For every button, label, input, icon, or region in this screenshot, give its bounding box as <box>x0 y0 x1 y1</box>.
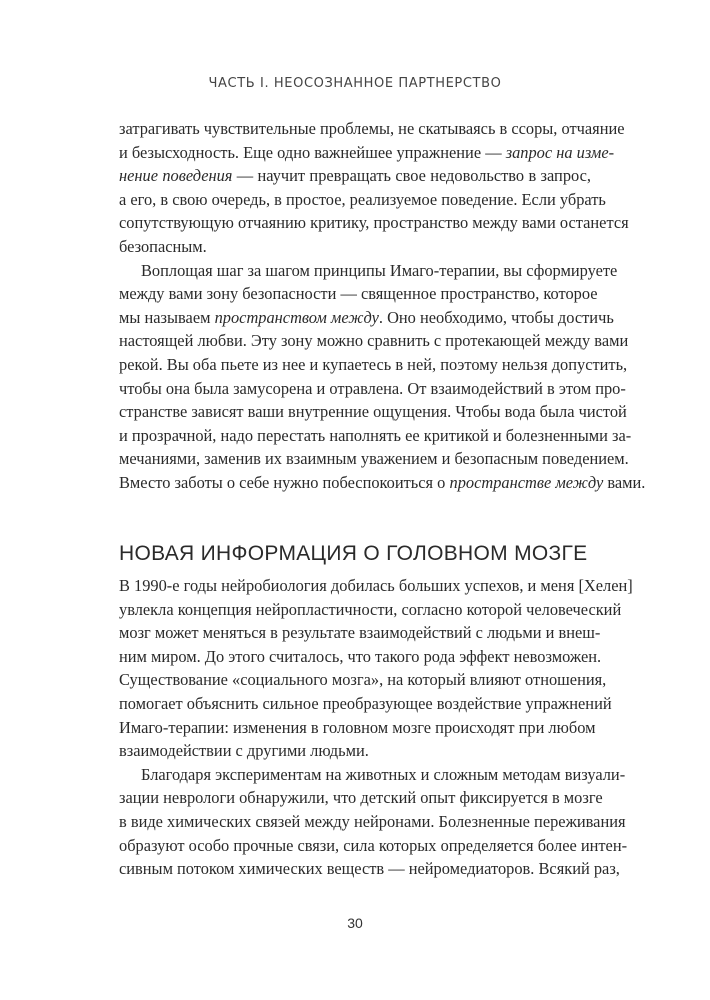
text-line: а его, в свою очередь, в простое, реализуемое поведение. Если убрать <box>119 189 606 209</box>
text-line: Существование «социального мозга», на который влияют отношения, <box>119 670 607 690</box>
text-line: безопасным. <box>119 236 207 256</box>
text-line: образуют особо прочные связи, сила которых определяется более интен- <box>119 835 628 855</box>
paragraph <box>119 117 629 259</box>
page-number: 30 <box>347 915 363 931</box>
italic-term: пространстве между <box>449 472 604 492</box>
italic-term: пространством между <box>214 307 379 327</box>
section-heading: НОВАЯ ИНФОРМАЦИЯ О ГОЛОВНОМ МОЗГЕ <box>119 542 588 565</box>
text-line: Благодаря экспериментам на животных и сложным методам визуали- <box>141 764 626 784</box>
text-line: сивным потоком химических веществ — нейромедиаторов. Всякий раз, <box>119 859 620 879</box>
paragraph <box>119 259 646 495</box>
text-line: нение поведения — научит превращать свое недовольство в запрос, <box>119 166 591 186</box>
text-line: в виде химических связей между нейронами. Болезненные переживания <box>119 811 626 831</box>
text-line: увлекла концепция нейропластичности, согласно которой человеческий <box>119 599 622 619</box>
text-line: настоящей любви. Эту зону можно сравнить с протекающей между вами <box>119 331 629 351</box>
section-2-text <box>119 574 633 881</box>
text-line: мозг может меняться в результате взаимодействий с людьми и внеш- <box>119 623 601 643</box>
text-line: В 1990-е годы нейробиология добилась больших успехов, и меня [Хелен] <box>119 576 633 595</box>
text-line: ним миром. До этого считалось, что такого рода эффект невозможен. <box>119 646 602 666</box>
text-line: затрагивать чувствительные проблемы, не скатываясь в ссоры, отчаяние <box>119 119 625 138</box>
text-line: зации неврологи обнаружили, что детский опыт фиксируется в мозге <box>119 788 603 808</box>
text-line: странстве зависят ваши внутренние ощущения. Чтобы вода была чистой <box>119 402 627 422</box>
paragraph <box>119 763 628 881</box>
paragraph <box>119 574 633 763</box>
italic-term: запрос на изме- <box>505 142 615 162</box>
text-line: чтобы она была замусорена и отравлена. От взаимодействий в этом про- <box>119 378 626 398</box>
text-line: мечаниями, заменив их взаимным уважением и безопасным поведением. <box>119 449 629 469</box>
text-line: мы называем пространством между. Оно необходимо, чтобы достичь <box>119 307 614 327</box>
text-line: сопутствующую отчаянию критику, пространство между вами останется <box>119 213 629 233</box>
text-line: рекой. Вы оба пьете из нее и купаетесь в ней, поэтому нельзя допустить, <box>119 354 628 374</box>
text-line: Воплощая шаг за шагом принципы Имаго-терапии, вы сформируете <box>141 260 618 280</box>
text-line: Имаго-терапии: изменения в головном мозге происходят при любом <box>119 717 596 737</box>
section-1-text <box>119 117 646 495</box>
text-line: и прозрачной, надо перестать наполнять ее критикой и болезненными за- <box>119 425 632 445</box>
text-line: между вами зону безопасности — священное пространство, которое <box>119 284 598 304</box>
text-line: помогает объяснить сильное преобразующее воздействие упражнений <box>119 693 612 713</box>
text-line: и безысходность. Еще одно важнейшее упражнение — запрос на изме- <box>119 142 615 162</box>
text-line: Вместо заботы о себе нужно побеспокоиться о пространстве между вами. <box>119 472 646 492</box>
italic-term: нение поведения <box>119 166 233 186</box>
running-header: ЧАСТЬ I. НЕОСОЗНАННОЕ ПАРТНЕРСТВО <box>208 76 502 91</box>
text-line: взаимодействии с другими людьми. <box>119 741 369 761</box>
